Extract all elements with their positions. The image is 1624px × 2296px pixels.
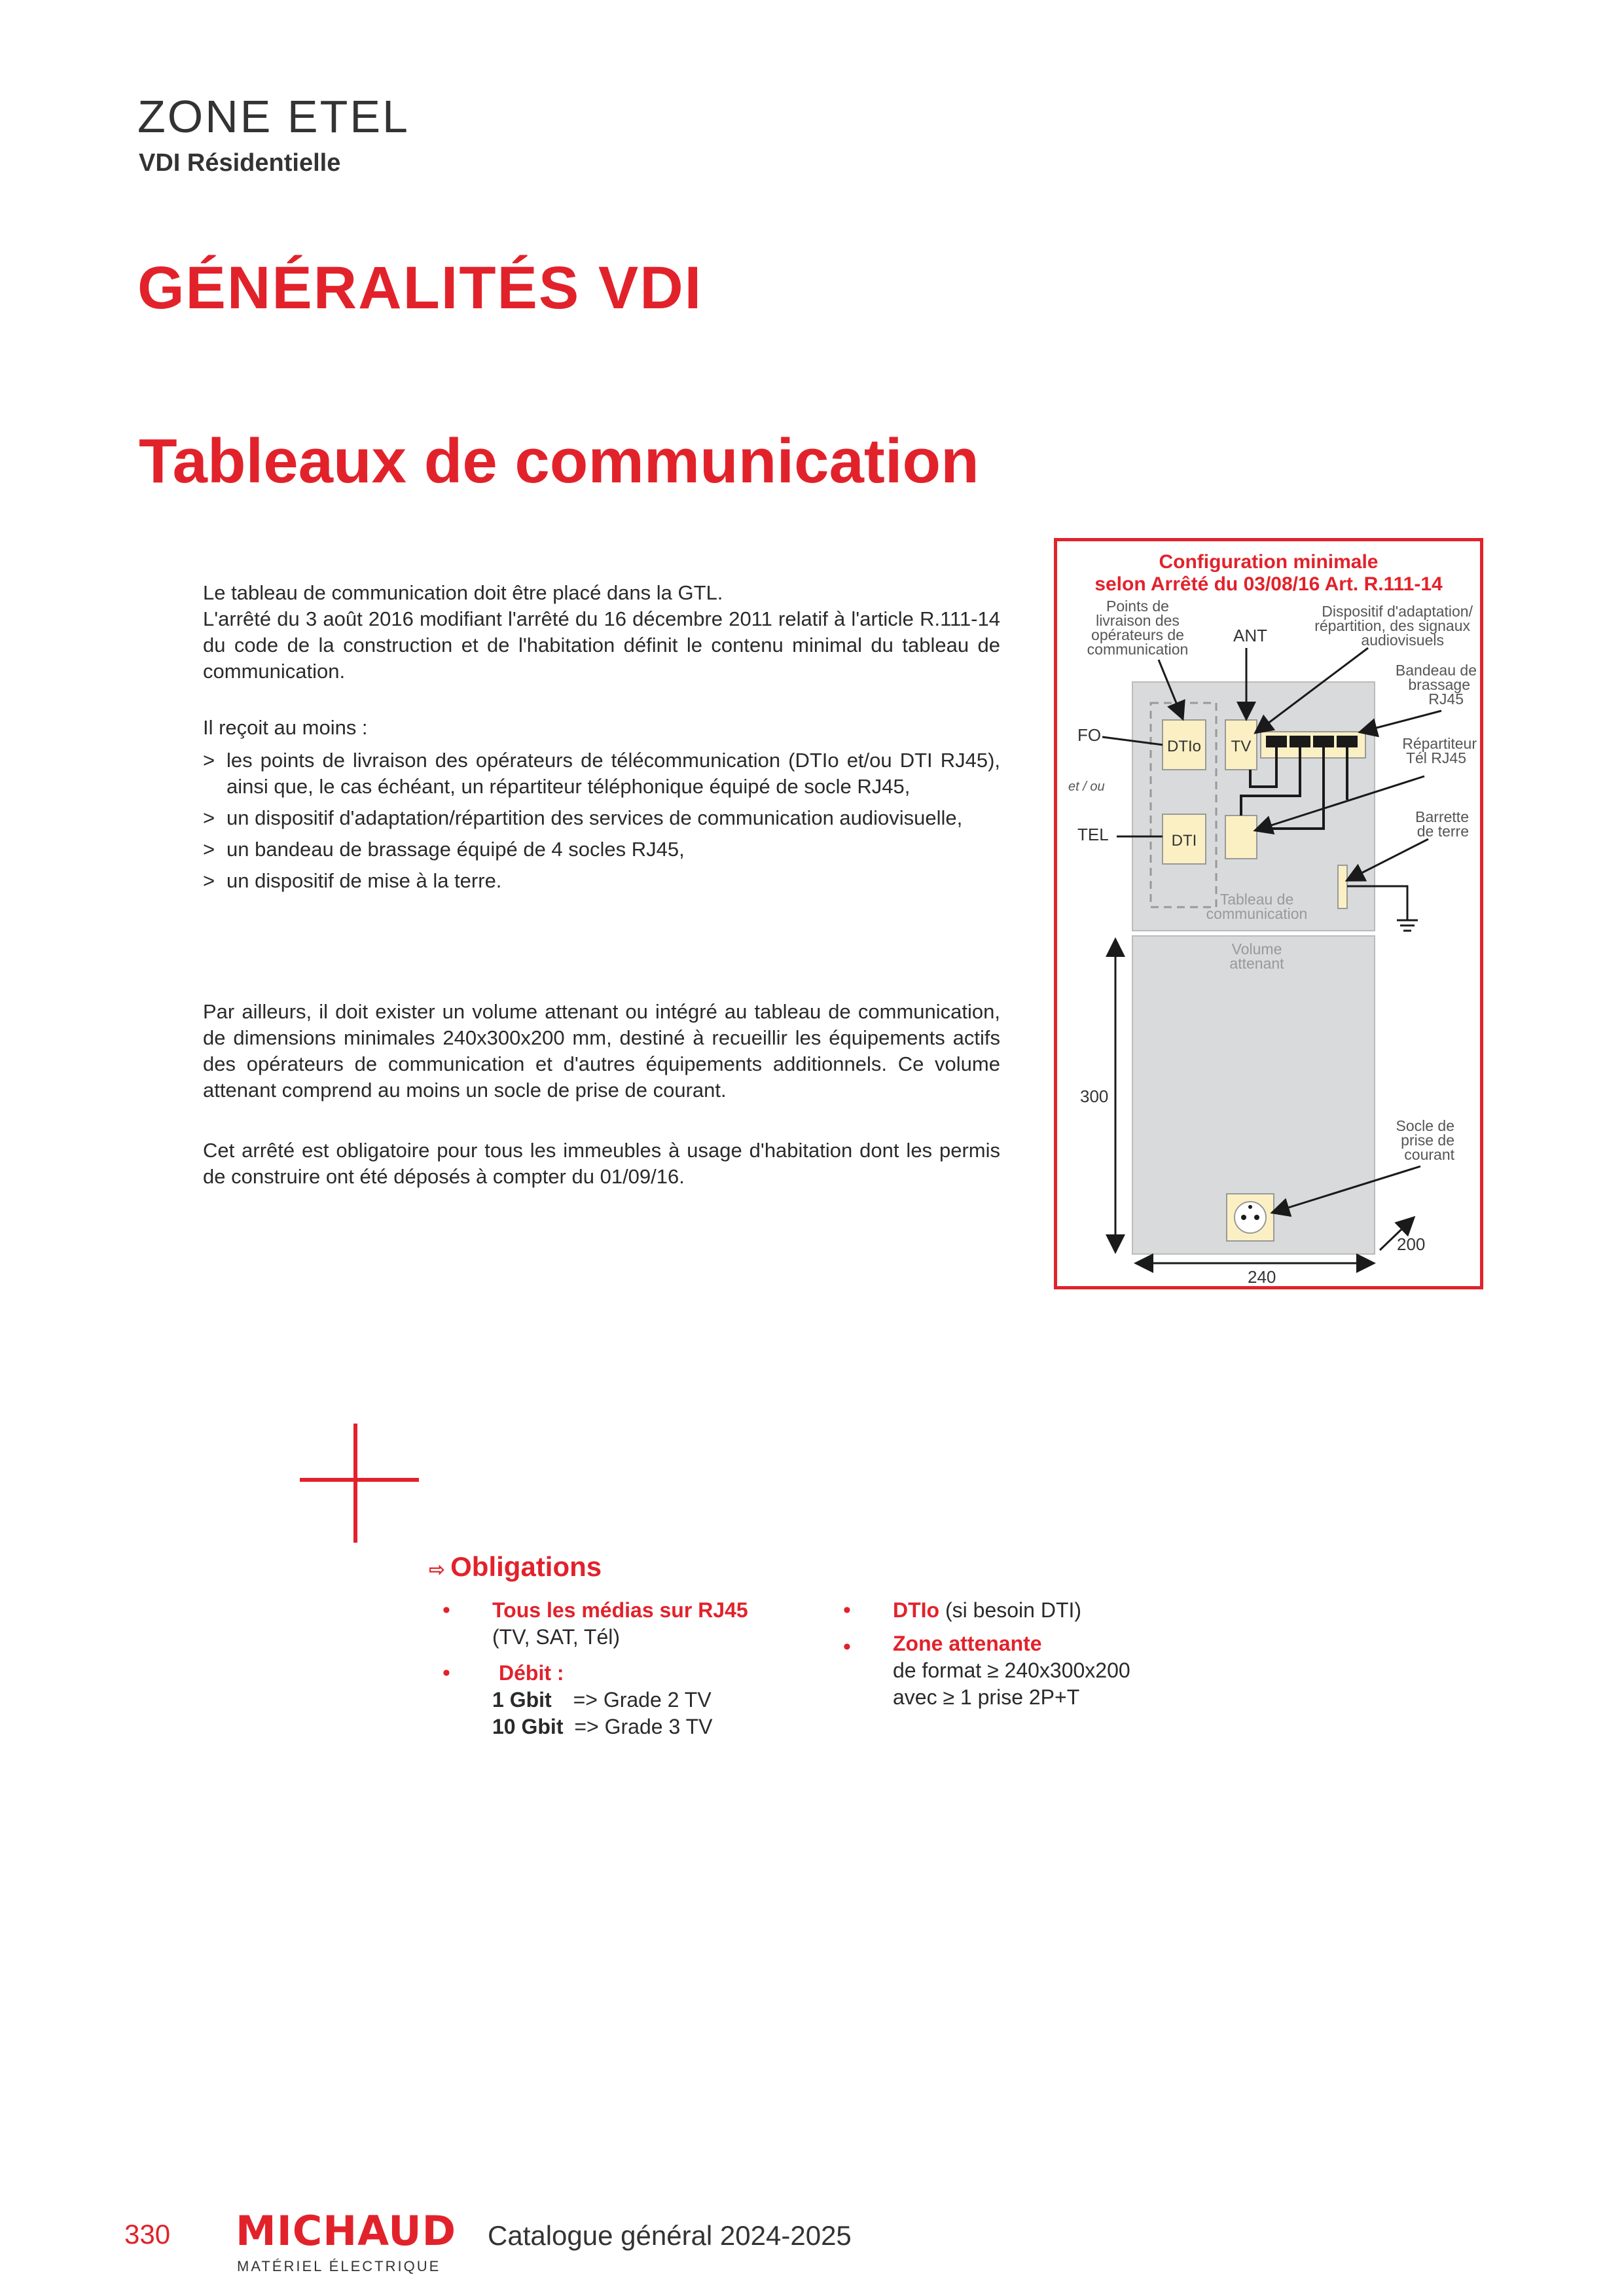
outro-paragraph-1: Par ailleurs, il doit exister un volume attenant ou intégré au tableau de communication, de dimensions minimales 240x300x200 mm, destiné à recueillir les équipements actifs des opérateurs de communication et d'autres équipements additionnels. Ce volume attenant comprend au moins un socle de prise de courant. (203, 1000, 1000, 1102)
decorative-plus-horizontal (300, 1478, 419, 1482)
diagram-title-1: Configuration minimale (1159, 551, 1379, 573)
rj45-socket-2 (1290, 736, 1310, 747)
obligations-col-2 (843, 1597, 1286, 1711)
dim-depth: 200 (1397, 1234, 1426, 1254)
catalog-title: Catalogue général 2024-2025 (488, 2220, 852, 2251)
zone-title: ZONE ETEL (137, 91, 410, 142)
dim-width: 240 (1248, 1267, 1276, 1287)
ground-bar (1338, 865, 1347, 908)
obligation-rj45: Tous les médias sur RJ45 (492, 1598, 748, 1622)
label-et-ou: et / ou (1068, 780, 1105, 794)
label-dispositif-3: audiovisuels (1361, 632, 1444, 649)
label-barrette-1: Barrette (1415, 808, 1469, 825)
obligation-dtio: DTIo (si besoin DTI) (893, 1598, 1082, 1622)
label-tableau-2: communication (1206, 905, 1308, 922)
page-number: 330 (124, 2219, 171, 2250)
outro-paragraph-2: Cet arrêté est obligatoire pour tous les immeubles à usage d'habitation dont les permis de construire ont été déposés à compter du 01/09/16. (203, 1139, 1000, 1188)
rj45-socket-1 (1266, 736, 1287, 747)
arrow-right-icon: ⇨ (429, 1559, 446, 1581)
zone-subtitle: VDI Résidentielle (139, 149, 341, 177)
label-points-2: livraison des (1096, 612, 1180, 629)
label-dtio: DTIo (1166, 738, 1202, 755)
obligation-rj45-detail: (TV, SAT, Tél) (492, 1625, 621, 1649)
obligation-debit-line-1: 1 Gbit => Grade 2 TV (492, 1688, 712, 1712)
bullet: • (843, 1634, 851, 1659)
label-socle-3: courant (1404, 1146, 1454, 1163)
label-socle-1: Socle de (1396, 1117, 1454, 1134)
label-bandeau-1: Bandeau de (1395, 662, 1477, 679)
obligations-col-1 (442, 1597, 820, 1740)
label-volume-2: attenant (1229, 955, 1284, 972)
label-barrette-2: de terre (1416, 823, 1469, 840)
obligation-zone-line-1: de format ≥ 240x300x200 (893, 1659, 1130, 1682)
obligation-debit-line-2: 10 Gbit => Grade 3 TV (492, 1715, 713, 1738)
brand-tagline: MATÉRIEL ÉLECTRIQUE (237, 2258, 441, 2274)
diagram-title-2: selon Arrêté du 03/08/16 Art. R.111-14 (1094, 573, 1443, 595)
label-volume-1: Volume (1231, 941, 1282, 958)
intro-text (203, 580, 1000, 685)
repartiteur-module (1225, 816, 1257, 859)
label-ant: ANT (1233, 626, 1267, 645)
list-item-text: un bandeau de brassage équipé de 4 socles RJ45, (226, 838, 685, 861)
list-item-text: un dispositif d'adaptation/répartition des services de communication audiovisuelle, (226, 806, 963, 829)
list-marker: > (203, 869, 215, 892)
bullet: • (442, 1598, 450, 1623)
section-title: GÉNÉRALITÉS VDI (137, 255, 703, 321)
list-marker: > (203, 806, 215, 829)
list-marker: > (203, 749, 215, 772)
obligation-debit: Débit : (499, 1661, 564, 1685)
label-dispositif-1: Dispositif d'adaptation/ (1322, 603, 1473, 620)
requirements-list (203, 747, 1000, 899)
obligations-title: ⇨ Obligations (429, 1551, 602, 1582)
label-tableau-1: Tableau de (1219, 891, 1294, 908)
bullet: • (843, 1598, 851, 1623)
intro-receives: Il reçoit au moins : (203, 716, 368, 739)
label-points-4: communication (1087, 641, 1189, 658)
brand-logo: MICHAUD (236, 2207, 457, 2255)
rj45-socket-4 (1337, 736, 1358, 747)
decorative-plus-vertical (353, 1424, 357, 1543)
list-item (203, 868, 1000, 894)
label-bandeau-3: RJ45 (1428, 691, 1464, 708)
label-tel: TEL (1077, 825, 1109, 844)
label-tv: TV (1231, 738, 1252, 755)
label-points-1: Points de (1106, 598, 1169, 615)
label-socle-2: prise de (1401, 1132, 1454, 1149)
list-marker: > (203, 838, 215, 861)
label-dti: DTI (1171, 832, 1197, 850)
label-bandeau-2: brassage (1408, 676, 1470, 693)
list-item (203, 747, 1000, 800)
label-repartiteur-1: Répartiteur (1402, 735, 1477, 752)
label-fo: FO (1077, 725, 1102, 745)
obligation-zone: Zone attenante (893, 1632, 1042, 1655)
list-item-text: les points de livraison des opérateurs de télécommunication (DTIo et/ou DTI RJ45), ainsi que, le cas échéant, un répartiteur téléphonique équipé de socle RJ45, (226, 749, 1000, 798)
list-item (203, 836, 1000, 863)
page-title: Tableaux de communication (139, 426, 979, 496)
intro-line-1: Le tableau de communication doit être placé dans la GTL. (203, 581, 723, 604)
label-repartiteur-2: Tél RJ45 (1405, 749, 1466, 766)
list-item (203, 805, 1000, 831)
configuration-diagram (1054, 538, 1483, 1289)
obligation-zone-line-2: avec ≥ 1 prise 2P+T (893, 1685, 1080, 1709)
dim-height: 300 (1080, 1086, 1109, 1106)
rj45-socket-3 (1313, 736, 1334, 747)
list-item-text: un dispositif de mise à la terre. (226, 869, 502, 892)
intro-line-2: L'arrêté du 3 août 2016 modifiant l'arrêté du 16 décembre 2011 relatif à l'article R.111-14 du code de la construction et de l'habitation définit le contenu minimal du tableau de communication. (203, 607, 1000, 683)
label-points-3: opérateurs de (1091, 626, 1184, 643)
bullet: • (442, 1660, 450, 1685)
label-dispositif-2: répartition, des signaux (1314, 617, 1470, 634)
